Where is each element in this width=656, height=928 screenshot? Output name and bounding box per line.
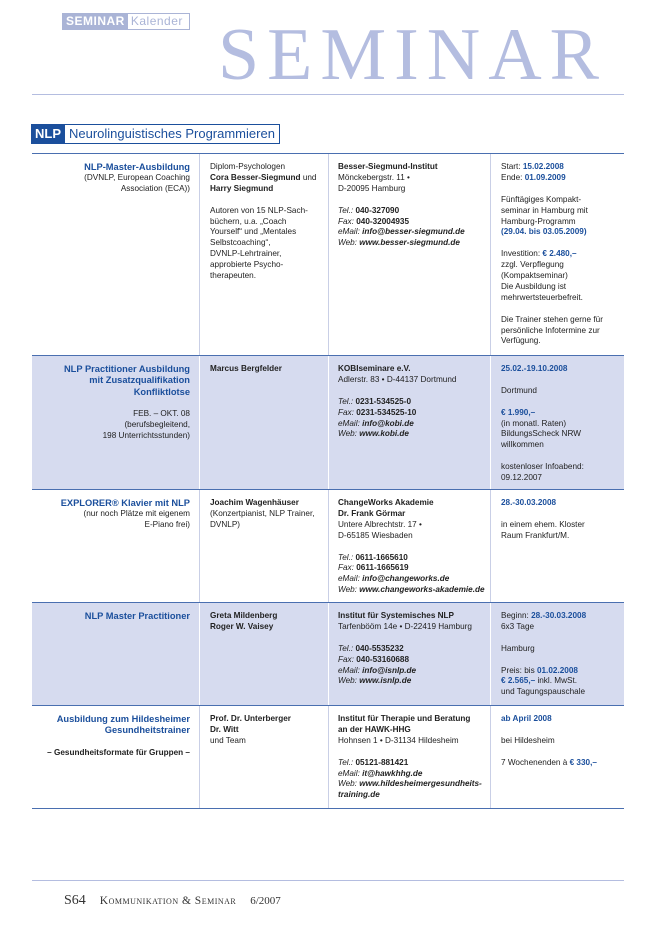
- institute-name: an der HAWK-HHG: [338, 724, 411, 734]
- course-title: Ausbildung zum Hildesheimer: [56, 714, 190, 724]
- dates-cell: [501, 162, 621, 347]
- price-deadline: Preis: bis 01.02.2008: [501, 665, 578, 675]
- email[interactable]: eMail: it@hawkhhg.de: [338, 768, 423, 778]
- price: € 1.990,–: [501, 407, 536, 417]
- website[interactable]: Web: www.changeworks-akademie.de: [338, 585, 485, 595]
- phone: Tel.: 040-327090: [338, 205, 400, 215]
- duration: 6x3 Tage: [501, 621, 535, 631]
- header-rule: [32, 94, 624, 95]
- info-line: (in monatl. Raten): [501, 418, 567, 428]
- trainer-line: büchern, u.a. „Coach: [210, 216, 287, 226]
- trainer-cell: [210, 611, 332, 633]
- website[interactable]: Web: www.isnlp.de: [338, 676, 412, 686]
- course-cell: [32, 364, 198, 442]
- phone: Tel.: 0231-534525-0: [338, 396, 411, 406]
- location: Hamburg: [501, 643, 535, 653]
- website[interactable]: Web: www.besser-siegmund.de: [338, 238, 460, 248]
- fax: Fax: 040-53160688: [338, 654, 410, 664]
- date-range: ab April 2008: [501, 714, 552, 723]
- website[interactable]: Web: www.hildesheimergesundheits-: [338, 779, 482, 789]
- institute-name: Besser-Siegmund-Institut: [338, 162, 438, 171]
- info-line: 09.12.2007: [501, 473, 542, 483]
- institute-name: Institut für Therapie und Beratung: [338, 714, 471, 723]
- course-cell: [32, 162, 198, 195]
- trainer-line: Cora Besser-Siegmund und: [210, 172, 317, 182]
- website-cont[interactable]: training.de: [338, 790, 380, 800]
- address-line: Tarfenbööm 14e • D-22419 Hamburg: [338, 621, 472, 631]
- course-note: Association (ECA)): [120, 184, 190, 194]
- trainer-cell: [210, 364, 332, 375]
- address-line: D-65185 Wiesbaden: [338, 530, 413, 540]
- course-title: NLP Master Practitioner: [84, 611, 190, 621]
- date-range: 25.02.-19.10.2008: [501, 364, 568, 373]
- info-line: Hamburg-Programm: [501, 216, 576, 226]
- info-line: mehrwertsteuerbefreit.: [501, 292, 583, 302]
- section-title: [31, 124, 280, 144]
- column-divider: [199, 603, 200, 705]
- date-range: 28.-30.03.2008: [501, 498, 557, 507]
- trainer-line: Yourself“ und „Mentales: [210, 227, 297, 237]
- course-note: (nur noch Plätze mit eigenem: [83, 509, 190, 519]
- course-title: Konfliktlotse: [133, 386, 190, 397]
- trainer-line: Diplom-Psychologen: [210, 162, 286, 171]
- email[interactable]: eMail: info@kobi.de: [338, 418, 414, 428]
- price: € 2.565,– inkl. MwSt.: [501, 676, 578, 686]
- column-divider: [328, 356, 329, 489]
- dates-cell: [501, 364, 621, 484]
- info-line: Die Trainer stehen gerne für: [501, 314, 603, 324]
- trainer-line: Selbstcoaching“,: [210, 238, 271, 248]
- section-tag: NLP: [31, 124, 65, 144]
- course-note: – Gesundheitsformate für Gruppen –: [47, 747, 190, 757]
- institute-cell: [338, 364, 496, 440]
- trainer-line: und Team: [210, 735, 246, 745]
- address-line: Hohnsen 1 • D-31134 Hildesheim: [338, 735, 459, 745]
- trainer-cell: [210, 714, 332, 747]
- trainer-name: Joachim Wagenhäuser: [210, 498, 299, 507]
- fax: Fax: 0611-1665619: [338, 563, 409, 573]
- location: Dortmund: [501, 385, 537, 395]
- institute-cell: [338, 714, 496, 801]
- magazine-name: Kommunikation & Seminar: [99, 895, 237, 907]
- column-divider: [199, 154, 200, 355]
- institute-name: ChangeWorks Akademie: [338, 498, 434, 507]
- email[interactable]: eMail: info@isnlp.de: [338, 665, 417, 675]
- website[interactable]: Web: www.kobi.de: [338, 429, 409, 439]
- trainer-name: Marcus Bergfelder: [210, 364, 282, 373]
- trainer-line: DVNLP-Lehrtrainer,: [210, 249, 282, 259]
- start-date: Beginn: 28.-30.03.2008: [501, 611, 587, 620]
- seminar-row: [32, 706, 624, 809]
- phone: Tel.: 05121-881421: [338, 757, 409, 767]
- course-note: (berufsbegleitend,: [124, 420, 190, 430]
- info-line: seminar in Hamburg mit: [501, 205, 588, 215]
- trainer-name: Greta Mildenberg: [210, 611, 278, 620]
- contact-name: Dr. Frank Görmar: [338, 508, 406, 518]
- trainer-line: approbierte Psycho-: [210, 260, 284, 270]
- trainer-name: Roger W. Vaisey: [210, 621, 274, 631]
- badge-seminar: SEMINAR: [63, 14, 128, 29]
- phone: Tel.: 040-5535232: [338, 643, 404, 653]
- footer-rule: [32, 880, 624, 881]
- seminar-row: [32, 490, 624, 603]
- trainer-name: Prof. Dr. Unterberger: [210, 714, 291, 723]
- course-title: Gesundheitstrainer: [104, 725, 190, 736]
- address-line: D-20095 Hamburg: [338, 183, 406, 193]
- info-line: BildungsScheck NRW: [501, 429, 581, 439]
- end-date: Ende: 01.09.2009: [501, 172, 566, 182]
- phone: Tel.: 0611-1665610: [338, 552, 408, 562]
- trainer-line: DVNLP): [210, 519, 241, 529]
- course-title: NLP Practitioner Ausbildung: [63, 364, 190, 374]
- column-divider: [199, 706, 200, 808]
- address-line: Adlerstr. 83 • D-44137 Dortmund: [338, 374, 457, 384]
- section-heading: Neurolinguistisches Programmieren: [65, 124, 280, 144]
- trainer-line: therapeuten.: [210, 271, 256, 281]
- trainer-line: (Konzertpianist, NLP Trainer,: [210, 508, 315, 518]
- address-line: Mönckebergstr. 11 •: [338, 172, 410, 182]
- header-big-word: SEMINAR: [218, 14, 608, 96]
- address-line: Untere Albrechtstr. 17 •: [338, 519, 422, 529]
- info-line: zzgl. Verpflegung: [501, 260, 564, 270]
- info-line: (Kompaktseminar): [501, 271, 568, 281]
- issue-number: 6/2007: [250, 895, 281, 907]
- course-cell: [32, 714, 198, 759]
- footer: [64, 893, 281, 909]
- price: 7 Wochenenden à € 330,–: [501, 757, 597, 767]
- price: Investition: € 2.480,–: [501, 249, 577, 259]
- course-title: mit Zusatzqualifikation: [89, 375, 190, 386]
- info-line: willkommen: [501, 440, 544, 450]
- course-title: NLP-Master-Ausbildung: [84, 162, 190, 172]
- institute-name: KOBIseminare e.V.: [338, 364, 411, 373]
- badge-kalender: Kalender: [130, 14, 183, 28]
- column-divider: [199, 490, 200, 602]
- page-number: S64: [64, 893, 86, 908]
- course-note: E-Piano frei): [144, 520, 190, 530]
- trainer-line: Autoren von 15 NLP-Sach-: [210, 205, 308, 215]
- institute-name: Institut für Systemisches NLP: [338, 611, 455, 620]
- fax: Fax: 040-32004935: [338, 216, 410, 226]
- location: in einem ehem. Kloster: [501, 519, 585, 529]
- course-note: FEB. – OKT. 08: [133, 409, 190, 419]
- trainer-cell: [210, 162, 332, 282]
- info-line: Die Ausbildung ist: [501, 281, 567, 291]
- institute-cell: [338, 498, 496, 596]
- start-date: Start: 15.02.2008: [501, 162, 564, 171]
- trainer-name: Dr. Witt: [210, 724, 239, 734]
- info-line: und Tagungspauschale: [501, 687, 586, 697]
- info-line: persönliche Infotermine zur: [501, 325, 600, 335]
- course-cell: [32, 498, 198, 531]
- institute-cell: [338, 611, 496, 687]
- seminar-row: [32, 356, 624, 490]
- info-line: Fünftägiges Kompakt-: [501, 194, 582, 204]
- course-cell: [32, 611, 198, 622]
- seminar-row: [32, 603, 624, 706]
- seminar-kalender-badge: [62, 13, 190, 30]
- course-title: EXPLORER® Klavier mit NLP: [60, 498, 190, 508]
- seminar-row: [32, 154, 624, 356]
- email[interactable]: eMail: info@changeworks.de: [338, 574, 450, 584]
- location: Raum Frankfurt/M.: [501, 530, 570, 540]
- trainer-name: Harry Siegmund: [210, 183, 274, 193]
- dates-cell: [501, 714, 621, 769]
- email[interactable]: eMail: info@besser-siegmund.de: [338, 227, 465, 237]
- info-line: kostenloser Infoabend:: [501, 462, 584, 472]
- column-divider: [199, 356, 200, 489]
- fax: Fax: 0231-534525-10: [338, 407, 417, 417]
- info-line: (29.04. bis 03.05.2009): [501, 227, 587, 237]
- location: bei Hildesheim: [501, 735, 555, 745]
- info-line: Verfügung.: [501, 336, 541, 346]
- dates-cell: [501, 498, 621, 542]
- course-note: (DVNLP, European Coaching: [84, 173, 190, 183]
- course-note: 198 Unterrichtsstunden): [102, 430, 190, 440]
- trainer-cell: [210, 498, 332, 531]
- institute-cell: [338, 162, 496, 249]
- dates-cell: [501, 611, 621, 698]
